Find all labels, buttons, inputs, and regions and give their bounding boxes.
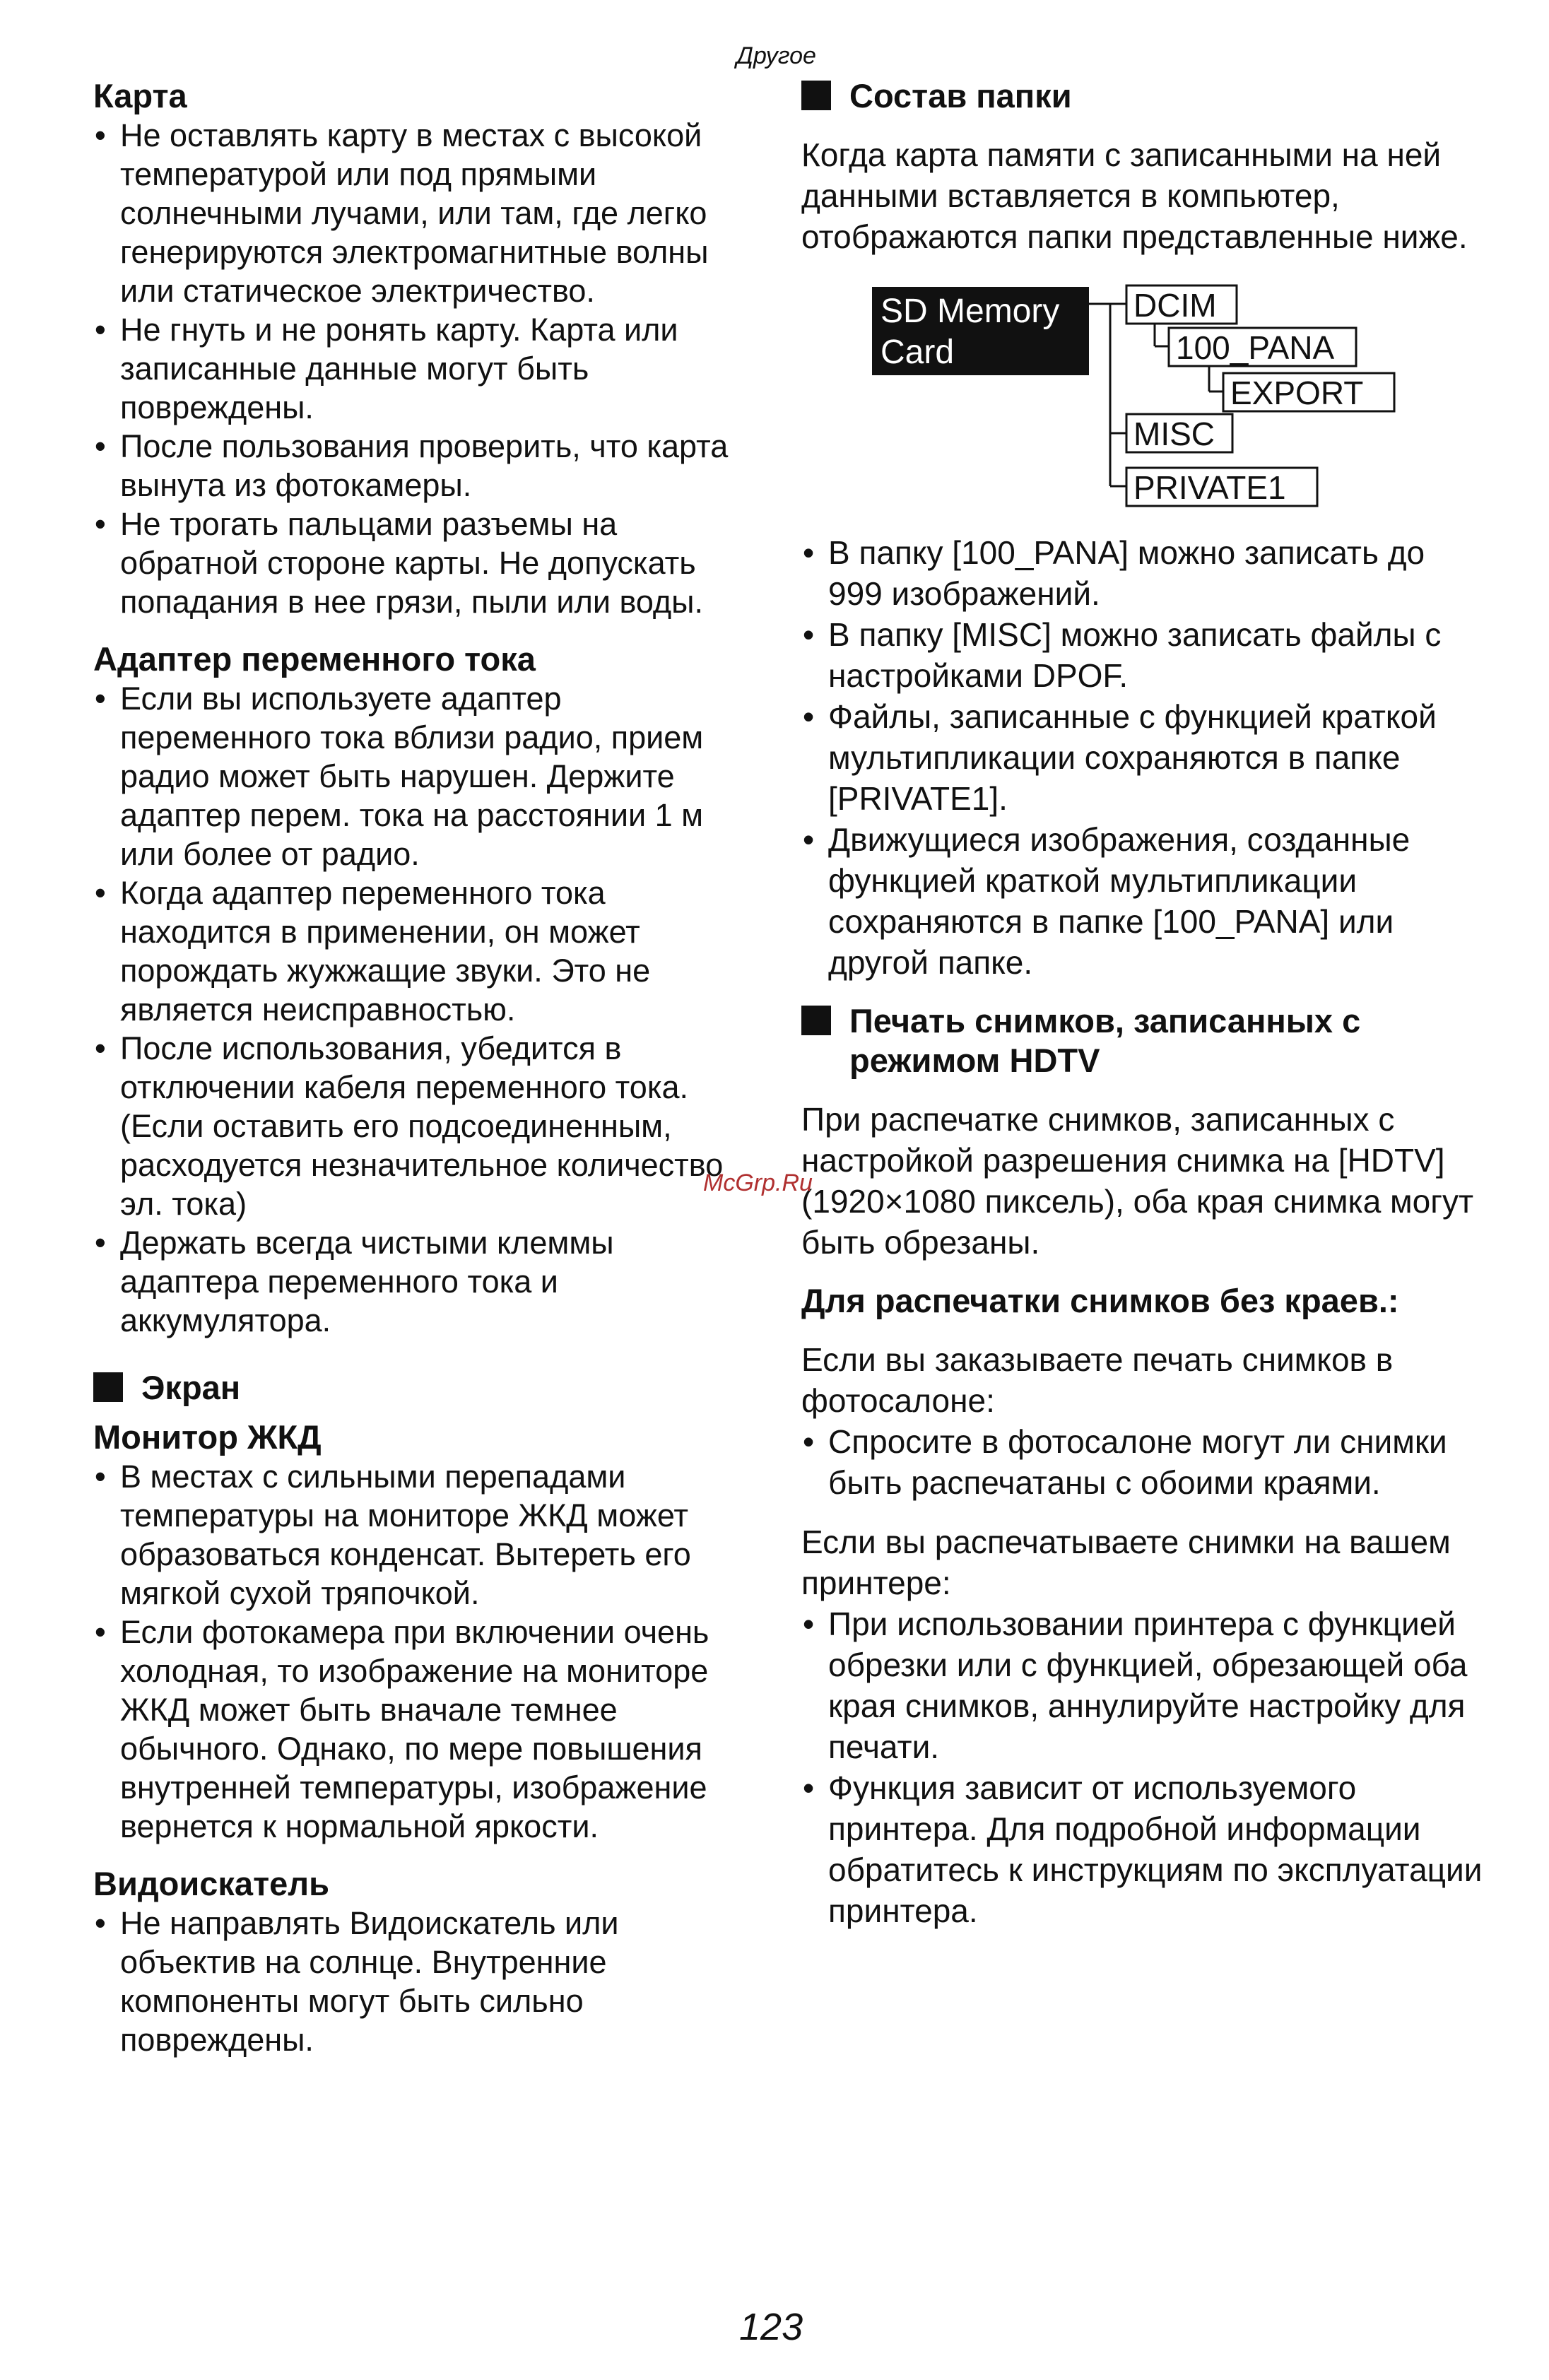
list-item: • Спросите в фотосалоне могут ли снимки быть распечатаны с обоими краями. xyxy=(801,1421,1487,1503)
hdtv-heading xyxy=(801,1001,1487,1080)
list-item: • Не направлять Видоискатель или объектив на солнце. Внутренние компоненты могут быть сильно повреждены. xyxy=(93,1904,750,2059)
root-label-line2: Card xyxy=(880,334,955,371)
list-item: • В папку [100_PANA] можно записать до 999 изображений. xyxy=(801,532,1487,614)
list-item: • В местах с сильными перепадами температуры на мониторе ЖКД может образоваться конденсат. Вытереть его мягкой сухой тряпочкой. xyxy=(93,1457,750,1613)
watermark: McGrp.Ru xyxy=(703,1170,813,1196)
lcd-heading: Монитор ЖКД xyxy=(93,1418,322,1456)
section-square-icon xyxy=(801,1006,831,1035)
printer-intro: Если вы распечатываете снимки на вашем принтере: xyxy=(801,1524,1451,1601)
folder-intro: Когда карта памяти с записанными на ней данными вставляется в компьютер, отображаются папки представленные ниже. xyxy=(801,136,1468,255)
list-item: • Когда адаптер переменного тока находится в применении, он может порождать жужжащие звуки. Это не является неисправностью. xyxy=(93,873,750,1029)
list-item: • Файлы, записанные с функцией краткой мультипликации сохраняются в папке [PRIVATE1]. xyxy=(801,696,1487,819)
viewfinder-bullets xyxy=(93,1904,750,2059)
screen-heading xyxy=(93,1368,750,1408)
list-item: • Движущиеся изображения, созданные функцией краткой мультипликации сохраняются в папке [100_PANA] или другой папке. xyxy=(801,819,1487,983)
dcim-label: DCIM xyxy=(1133,287,1217,324)
folder-tree-svg xyxy=(801,267,1487,532)
adapter-heading: Адаптер переменного тока xyxy=(93,640,536,678)
list-item: • Не трогать пальцами разъемы на обратной стороне карты. Не допускать попадания в нее грязи, пыли или воды. xyxy=(93,505,750,621)
card-heading: Карта xyxy=(93,77,187,114)
list-item: • Не оставлять карту в местах с высокой температурой или под прямыми солнечными лучами, или там, где легко генерируются электромагнитные волны или статическое электричество. xyxy=(93,116,750,310)
private-label: PRIVATE1 xyxy=(1133,469,1286,506)
list-item: • Если вы используете адаптер переменного тока вблизи радио, прием радио может быть нарушен. Держите адаптер перем. тока на расстоянии 1 м или более от радио. xyxy=(93,679,750,873)
right-column xyxy=(801,76,1487,1931)
printer-bullets xyxy=(801,1603,1487,1931)
viewfinder-heading: Видоискатель xyxy=(93,1865,329,1902)
list-item: • Если фотокамера при включении очень холодная, то изображение на мониторе ЖКД может быть вначале темнее обычного. Однако, по мере повышения внутренней температуры, изображение вернется к нормальной яркости. xyxy=(93,1613,750,1846)
section-square-icon xyxy=(93,1372,123,1402)
list-item: • При использовании принтера с функцией обрезки или с функцией, обрезающей оба края снимков, аннулируйте настройку для печати. xyxy=(801,1603,1487,1767)
section-header: Другое xyxy=(736,42,816,69)
list-item: • Функция зависит от используемого принтера. Для подробной информации обратитесь к инструкциям по эксплуатации принтера. xyxy=(801,1767,1487,1931)
page-number: 123 xyxy=(739,2306,803,2348)
borderless-heading: Для распечатки снимков без краев.: xyxy=(801,1282,1399,1319)
card-bullets xyxy=(93,116,750,621)
hdtv-intro: При распечатке снимков, записанных с настройкой разрешения снимка на [HDTV] (1920×1080 пиксель), оба края снимка могут быть обрезаны. xyxy=(801,1101,1474,1261)
list-item: • Держать всегда чистыми клеммы адаптера переменного тока и аккумулятора. xyxy=(93,1223,750,1340)
folder-tree-diagram xyxy=(801,267,1487,532)
studio-intro: Если вы заказываете печать снимков в фотосалоне: xyxy=(801,1341,1394,1419)
root-label-line1: SD Memory xyxy=(880,293,1060,330)
lcd-bullets xyxy=(93,1457,750,1846)
list-item: • Не гнуть и не ронять карту. Карта или записанные данные могут быть повреждены. xyxy=(93,310,750,427)
folder-heading xyxy=(801,76,1487,116)
studio-bullets xyxy=(801,1421,1487,1503)
screen-heading-text: Экран xyxy=(141,1369,241,1406)
hdtv-heading-text: Печать снимков, записанных с режимом HDTV xyxy=(849,1002,1361,1079)
export-label: EXPORT xyxy=(1230,375,1364,411)
list-item: • В папку [MISC] можно записать файлы с настройками DPOF. xyxy=(801,614,1487,696)
adapter-bullets xyxy=(93,679,750,1340)
folder-bullets xyxy=(801,532,1487,983)
section-square-icon xyxy=(801,81,831,110)
pana-label: 100_PANA xyxy=(1176,329,1335,366)
folder-heading-text: Состав папки xyxy=(849,77,1072,114)
list-item: • После пользования проверить, что карта вынута из фотокамеры. xyxy=(93,427,750,505)
left-column xyxy=(93,76,750,2059)
list-item: • После использования, убедится в отключении кабеля переменного тока. (Если оставить его подсоединенным, расходуется незначительное количество эл. тока) xyxy=(93,1029,750,1223)
misc-label: MISC xyxy=(1133,416,1215,452)
